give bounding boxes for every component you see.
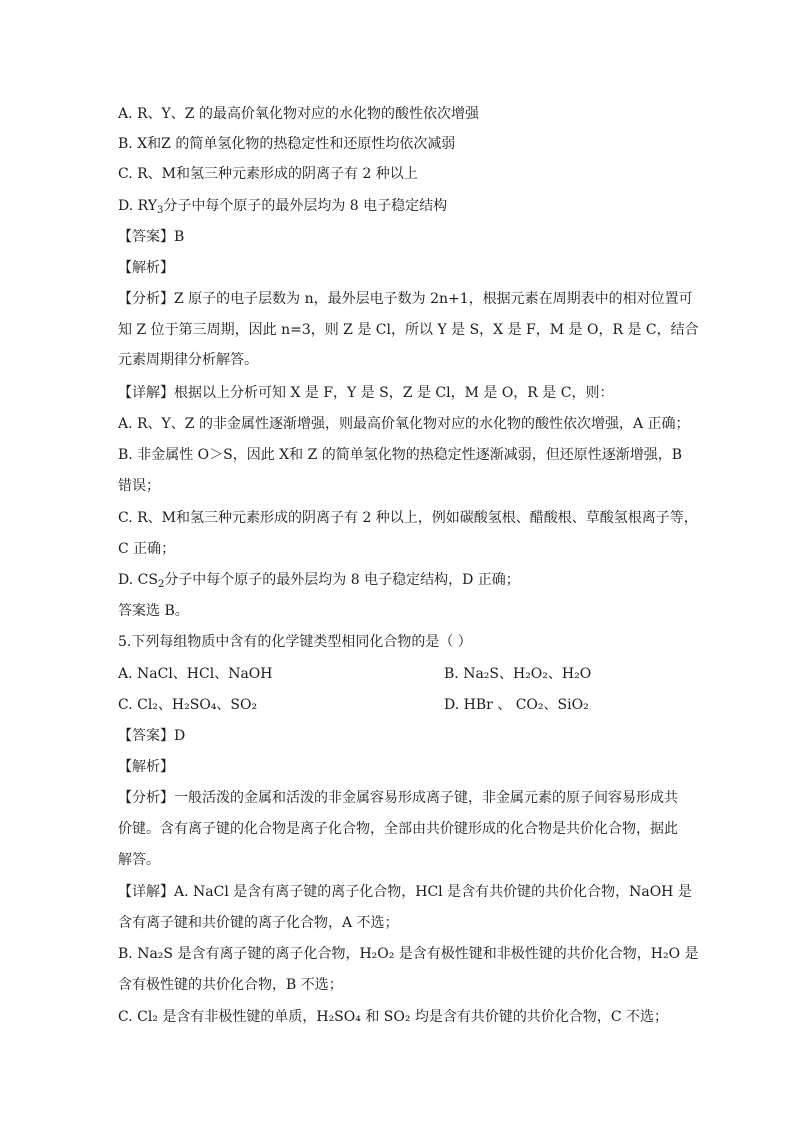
q4-xiangjie-b-line-1: B. 非金属性 O＞S，因此 X和 Z 的简单氢化物的热稳定性逐渐减弱，但还原性逐渐增强，B [118,447,683,463]
q5-analysis-heading: 【解析】 [118,759,174,775]
q4-fenxi-line-1: 【分析】Z 原子的电子层数为 n，最外层电子数为 2n+1，根据元素在周期表中的相对位置可 [118,291,693,307]
q4-xiangjie-d-post: 分子中每个原子的最外层均为 8 电子稳定结构，D 正确； [164,572,520,588]
q4-xiangjie-a: A. R、Y、Z 的非金属性逐渐增强，则最高价氧化物对应的水化物的酸性依次增强，A 正确； [118,416,690,432]
q5-xiangjie-a-line-2: 含有离子键和共价键的离子化合物，A 不选； [118,915,399,931]
q4-xiangjie-c-line-2: C 正确； [118,541,176,557]
q4-analysis-heading: 【解析】 [118,260,174,276]
q4-xiangjie-d-sub: 2 [157,579,165,590]
q4-fenxi-line-2: 知 Z 位于第三周期，因此 n=3，则 Z 是 Cl，所以 Y 是 S，X 是 F，M 是 O，R 是 C，结合 [118,322,699,338]
q4-xiangjie-b-line-2: 错误； [118,478,160,494]
q5-xiangjie-c: C. Cl₂ 是含有非极性键的单质，H₂SO₄ 和 SO₂ 均是含有共价键的共价化合物，C 不选； [118,1009,669,1025]
q4-option-d-sub: 3 [156,205,164,216]
q4-xiangjie-d-pre: D. CS [118,572,158,588]
q4-option-b: B. X和Z 的简单氢化物的热稳定性和还原性均依次减弱 [118,136,456,152]
q5-stem: 5.下列每组物质中含有的化学键类型相同化合物的是（ ） [118,634,472,650]
q4-option-c: C. R、M和氢三种元素形成的阴离子有 2 种以上 [118,166,418,182]
q4-xiangjie-d [118,570,520,590]
q5-option-b: B. Na₂S、H₂O₂、H₂O [444,666,592,682]
q4-option-a: A. R、Y、Z 的最高价氧化物对应的水化物的酸性依次增强 [118,106,479,122]
q5-option-c: C. Cl₂、H₂SO₄、SO₂ [118,697,258,713]
q5-option-a: A. NaCl、HCl、NaOH [118,666,273,682]
q4-fenxi-line-3: 元素周期律分析解答。 [118,352,258,368]
q5-option-d: D. HBr 、 CO₂、SiO₂ [444,697,589,713]
q5-fenxi-line-1: 【分析】一般活泼的金属和活泼的非金属容易形成离子键，非金属元素的原子间容易形成共 [118,790,678,806]
q4-answer: 【答案】B [118,229,185,245]
q4-xiangjie-c-line-1: C. R、M和氢三种元素形成的阴离子有 2 种以上，例如碳酸氢根、醋酸根、草酸氢根离子等， [118,510,698,526]
q5-answer: 【答案】D [118,728,186,744]
q5-fenxi-line-2: 价键。含有离子键的化合物是离子化合物，全部由共价键形成的化合物是共价化合物，据此 [118,821,678,837]
q5-xiangjie-b-line-1: B. Na₂S 是含有离子键的离子化合物，H₂O₂ 是含有极性键和非极性键的共价化合物，H₂O 是 [118,946,699,962]
q5-fenxi-line-3: 解答。 [118,852,160,868]
q4-option-d-pre: D. RY [118,198,157,214]
q5-xiangjie-b-line-2: 含有极性键的共价化合物，B 不选； [118,977,343,993]
q4-option-d-post: 分子中每个原子的最外层均为 8 电子稳定结构 [163,198,448,214]
q5-xiangjie-a-line-1: 【详解】A. NaCl 是含有离子键的离子化合物，HCl 是含有共价键的共价化合物，NaOH 是 [118,884,692,900]
q4-xiangjie-intro: 【详解】根据以上分析可知 X 是 F，Y 是 S，Z 是 Cl，M 是 O，R 是 C，则： [118,385,614,401]
q4-conclusion: 答案选 B。 [118,603,189,619]
q4-option-d [118,196,447,216]
